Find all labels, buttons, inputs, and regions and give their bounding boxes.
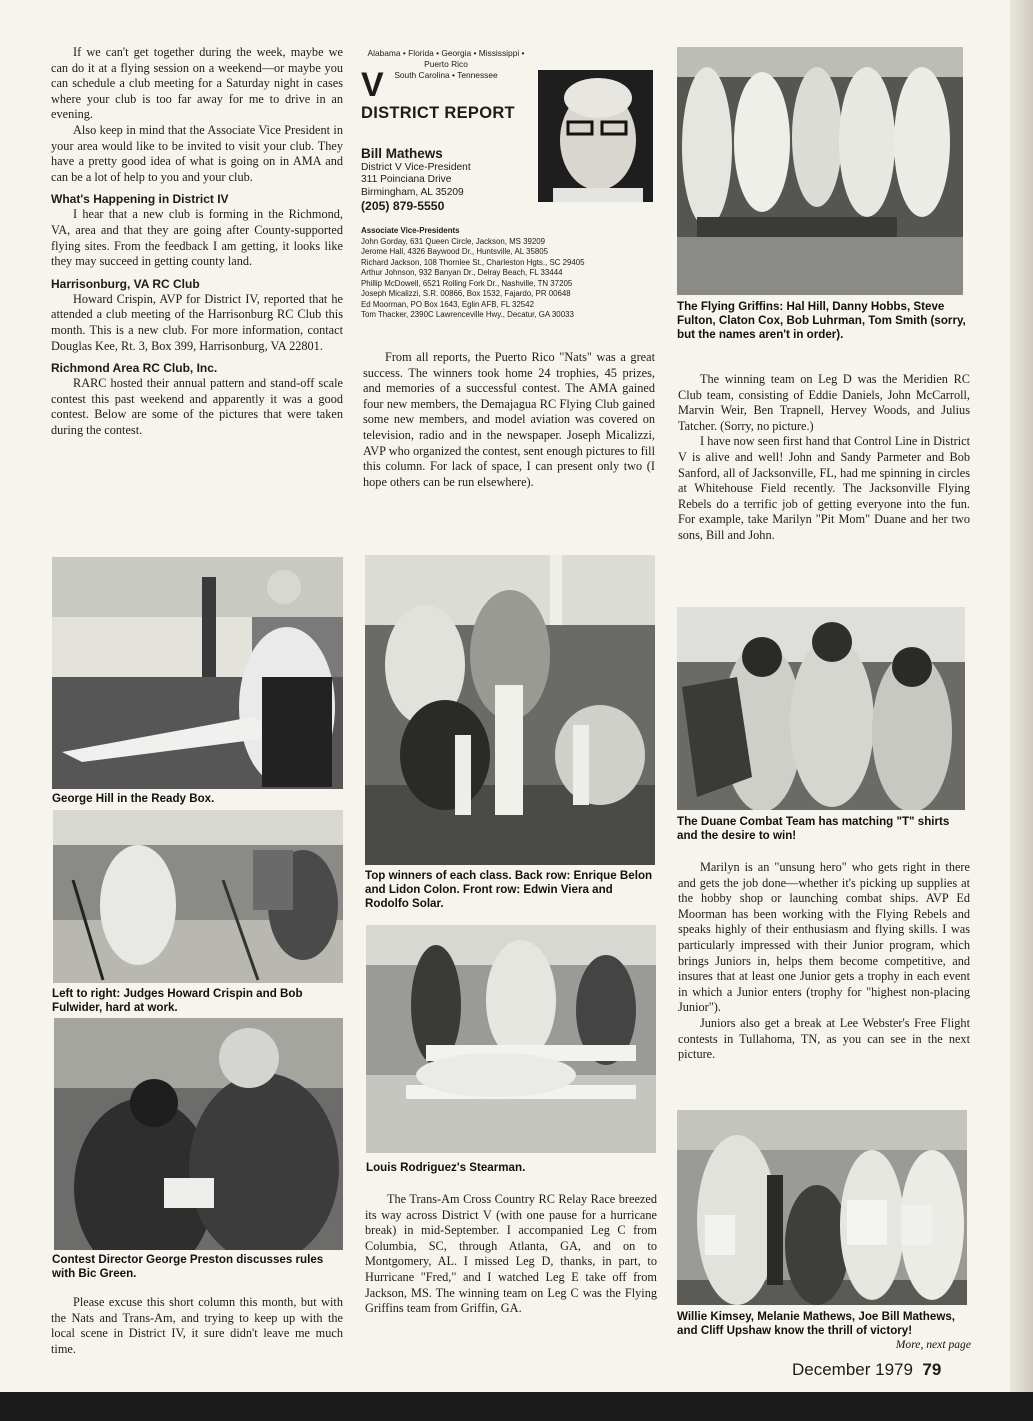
issue-date: December 1979 bbox=[792, 1360, 913, 1379]
photo-contest-director-preston bbox=[54, 1018, 343, 1250]
associate-heading: Associate Vice-Presidents bbox=[361, 226, 460, 235]
photo-caption: The Duane Combat Team has matching "T" shirts and the desire to win! bbox=[677, 815, 950, 842]
vp-city: Birmingham, AL 35209 bbox=[361, 186, 464, 198]
vp-phone: (205) 879-5550 bbox=[361, 199, 445, 214]
page-number: 79 bbox=[922, 1360, 942, 1379]
associate-item: Richard Jackson, 108 Thornlee St., Charleston Hgts., SC 29405 bbox=[361, 257, 585, 267]
associate-item: John Gorday, 631 Queen Circle, Jackson, MS 39209 bbox=[361, 236, 546, 246]
paragraph: The Trans-Am Cross Country RC Relay Race breezed its way across District V (with one pause for a hurricane break) in mid-September. I accompanied Leg C from Columbia, SC, through Atlanta, GA, and on to Montgomery, AL. I missed Leg D, thanks, in part, to Hurricane "Fred," and I watched Leg E take off from Jackson, MS. The winning team on Leg C was the Flying Griffins team from Griffin, GA. bbox=[365, 1192, 657, 1316]
states-line: Alabama • Florida • Georgia • Mississippi • Puerto Rico bbox=[367, 48, 525, 69]
paragraph: Please excuse this short column this month, but with the Nats and Trans-Am, and trying to keep up with the local scene in District IV, it sure didn't leave me much time. bbox=[51, 1295, 343, 1356]
section-heading: Richmond Area RC Club, Inc. bbox=[51, 361, 218, 376]
scan-bottom-border bbox=[0, 1392, 1033, 1421]
section-heading: What's Happening in District IV bbox=[51, 192, 229, 207]
section-heading: Harrisonburg, VA RC Club bbox=[51, 276, 200, 291]
vp-street: 311 Poinciana Drive bbox=[361, 174, 452, 186]
vp-name: Bill Mathews bbox=[361, 146, 443, 161]
paragraph: RARC hosted their annual pattern and stand-off scale contest this past weekend and apparently it was a good contest. Below are some of the pictures that were taken during the contest. bbox=[51, 376, 343, 437]
paragraph: The winning team on Leg D was the Meridien RC Club team, consisting of Eddie Daniels, John McCarroll, Marvin Weir, Ben Trapnell, Hervey Woods, and Julius Tatcher. (Sorry, no picture.) bbox=[678, 372, 970, 433]
photo-george-hill-ready-box bbox=[52, 557, 343, 789]
page-edge-shadow bbox=[1010, 0, 1033, 1421]
associate-item: Jerome Hall, 4326 Baywood Dr., Huntsville, AL 35805 bbox=[361, 247, 548, 256]
paragraph: Howard Crispin, AVP for District IV, reported that he attended a club meeting of the Harrisonburg RC Club this month. This is a new club. For more information, contact Douglas Kee, Rt. 3, Box 399, Harrisonburg, VA 22801. bbox=[51, 291, 343, 353]
photo-duane-combat-team bbox=[677, 607, 965, 810]
photo-caption: George Hill in the Ready Box. bbox=[52, 792, 215, 805]
column-2-text-bottom bbox=[365, 1192, 657, 1317]
photo-stearman bbox=[366, 925, 656, 1153]
column-1-text-top bbox=[51, 45, 343, 438]
district-letter: V bbox=[361, 66, 384, 104]
column-3-text-top bbox=[678, 372, 970, 544]
photo-caption: Louis Rodriguez's Stearman. bbox=[366, 1161, 526, 1174]
page-footer bbox=[792, 1360, 941, 1380]
photo-caption: Top winners of each class. Back row: Enrique Belon and Lidon Colon. Front row: Edwin Viera and Rodolfo Solar. bbox=[365, 869, 653, 910]
page-title: DISTRICT REPORT bbox=[361, 104, 515, 122]
photo-flying-griffins bbox=[677, 47, 963, 295]
associate-item: Phillip McDowell, 6521 Rolling Fork Dr., Nashville, TN 37205 bbox=[361, 278, 573, 288]
associate-item: Tom Thacker, 2390C Lawrenceville Hwy., Decatur, GA 30033 bbox=[361, 310, 574, 319]
associate-item: Ed Moorman, PO Box 1643, Eglin AFB, FL 32542 bbox=[361, 299, 534, 309]
associate-item: Arthur Johnson, 932 Banyan Dr., Delray Beach, FL 33444 bbox=[361, 268, 563, 277]
associate-item: Joseph Micalizzi, S.R. 00866, Box 1532, Fajardo, PR 00648 bbox=[361, 289, 571, 298]
paragraph: I have now seen first hand that Control Line in District V is alive and well! John and Sandy Parmeter and Bob Sanford, all of Jacksonville, FL, had me spinning in circles at Whitehouse Field recently. The Jacksonville Flying Rebels do a terrific job of getting everyone into the fun. For example, take Marilyn "Pit Mom" Duane and her two sons, Bill and John. bbox=[678, 434, 970, 542]
photo-caption bbox=[677, 1310, 971, 1352]
paragraph: If we can't get together during the week, maybe we can do it at a flying session on a weekend—or maybe you can schedule a club meeting for a Saturday night in cases where your club is too far away for me to drive in an evening. bbox=[51, 45, 343, 122]
paragraph: I hear that a new club is forming in the Richmond, VA, area and that they are going after County-supported flying sites. From the feedback I am getting, it looks like they may succeed in getting county land. bbox=[51, 207, 343, 269]
paragraph: From all reports, the Puerto Rico "Nats" was a great success. The winners took home 24 trophies, 45 prizes, and memories of a successful contest. The AMA gained four new members, the Demajagua RC Flying Club gained some new members, and model aviation was covered on television, radio and in the newspaper. Joseph Micalizzi, AVP who organized the contest, sent enough pictures to fill this column. For lack of space, I can present only two (I hope others can be run elsewhere). bbox=[363, 350, 655, 489]
column-2-text-top bbox=[363, 350, 655, 490]
states-line: South Carolina • Tennessee bbox=[394, 70, 498, 80]
vp-role: District V Vice-President bbox=[361, 162, 471, 173]
photo-top-winners bbox=[365, 555, 655, 865]
column-3-text-middle bbox=[678, 860, 970, 1063]
district-states bbox=[361, 48, 531, 81]
paragraph: Marilyn is an "unsung hero" who gets right in there and gets the job done—whether it's picking up supplies at the hobby shop or launching combat ships. AVP Ed Moorman has been working with the Flying Rebels and speaks highly of their enthusiasm and flying skills. I was particularly impressed with their Junior program, which brings Juniors in, helps them become competitive, and insures that at least one Junior gets a trophy in each event in which a Junior enters (trophy for "highest non-placing Junior"). bbox=[678, 860, 970, 1015]
caption-text: Willie Kimsey, Melanie Mathews, Joe Bill Mathews, and Cliff Upshaw know the thrill of victory! bbox=[677, 1310, 956, 1337]
associate-vp-list bbox=[361, 226, 653, 321]
photo-judges-crispin-fulwider bbox=[53, 810, 343, 983]
photo-caption: The Flying Griffins: Hal Hill, Danny Hobbs, Steve Fulton, Claton Cox, Bob Luhrman, Tom Smith (sorry, but the names aren't in order). bbox=[677, 300, 966, 341]
column-1-text-bottom bbox=[51, 1295, 343, 1357]
vice-president-contact bbox=[361, 146, 536, 214]
paragraph: Also keep in mind that the Associate Vice President in your area would like to be invited to visit your club. They have a pretty good idea of what is going on in AMA and can be a lot of help to you and your club. bbox=[51, 122, 343, 184]
photo-caption: Contest Director George Preston discusses rules with Bic Green. bbox=[52, 1253, 324, 1280]
photo-juniors-trophies bbox=[677, 1110, 967, 1305]
paragraph: Juniors also get a break at Lee Webster's Free Flight contests in Tullahoma, TN, as you can see in the next picture. bbox=[678, 1015, 970, 1062]
photo-caption: Left to right: Judges Howard Crispin and Bob Fulwider, hard at work. bbox=[52, 987, 303, 1014]
continued-note: More, next page bbox=[895, 1338, 971, 1351]
photo-portrait-bill-mathews bbox=[538, 70, 653, 202]
